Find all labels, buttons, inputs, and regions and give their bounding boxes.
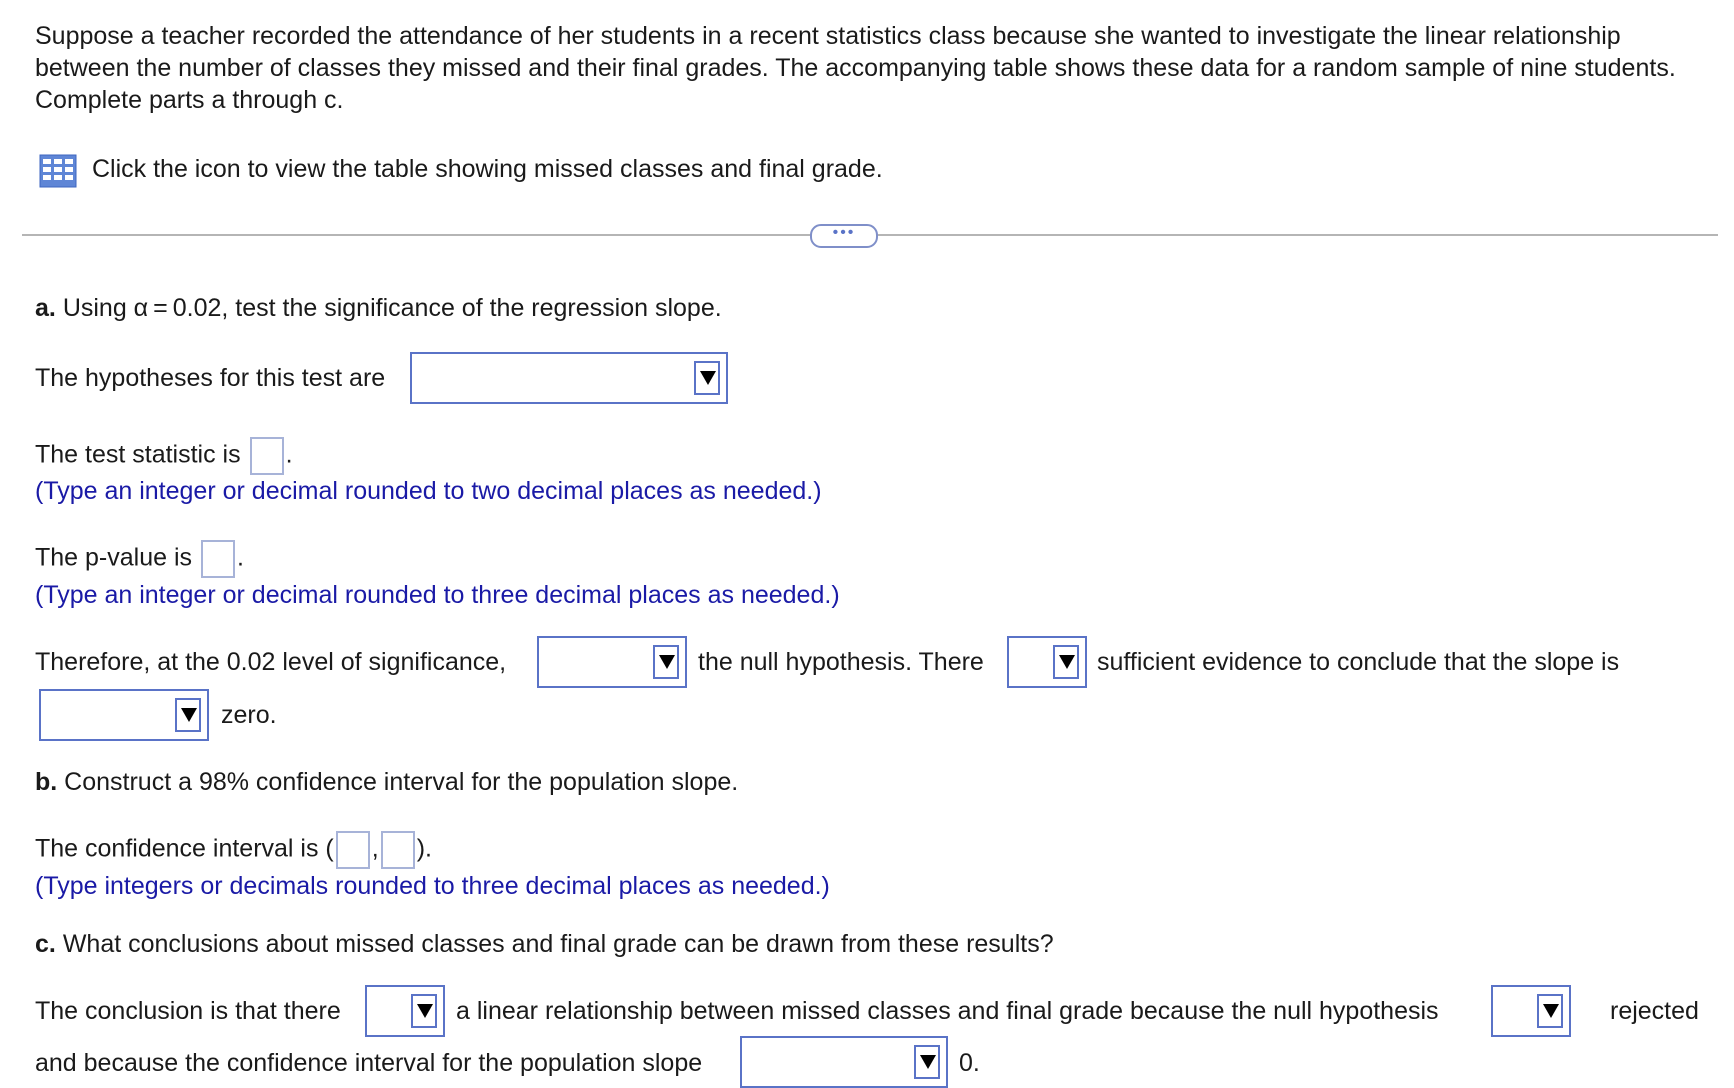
pvalue-row xyxy=(35,540,244,578)
zero-text: zero. xyxy=(221,701,277,729)
rejected-text: rejected xyxy=(1610,997,1699,1025)
null-rejected-dropdown[interactable] xyxy=(1491,985,1571,1037)
test-stat-row xyxy=(35,437,293,475)
ci-comma: , xyxy=(371,834,379,863)
chevron-down-icon xyxy=(1053,645,1079,679)
part-c-label: c. xyxy=(35,930,56,958)
chevron-down-icon xyxy=(653,645,679,679)
chevron-down-icon xyxy=(175,698,201,732)
reject-decision-dropdown[interactable] xyxy=(537,636,687,688)
ci-close: ). xyxy=(416,834,432,863)
ci-conclusion-text: and because the confidence interval for the population slope xyxy=(35,1049,703,1077)
linear-relationship-text: a linear relationship between missed classes and final grade because the null hypothesis xyxy=(456,997,1439,1025)
chevron-down-icon xyxy=(411,994,437,1028)
pvalue-hint: (Type an integer or decimal rounded to three decimal places as needed.) xyxy=(35,581,840,609)
table-grid-icon[interactable] xyxy=(39,154,77,188)
part-a-label: a. xyxy=(35,294,56,322)
pvalue-input[interactable] xyxy=(201,540,235,578)
test-stat-input[interactable] xyxy=(250,437,284,475)
evidence-dropdown[interactable] xyxy=(1007,636,1087,688)
null-hypothesis-text: the null hypothesis. There xyxy=(698,648,984,676)
period: . xyxy=(236,543,244,572)
hypotheses-dropdown[interactable] xyxy=(410,352,728,404)
slope-comparison-dropdown[interactable] xyxy=(39,689,209,741)
ci-contains-dropdown[interactable] xyxy=(740,1036,948,1088)
sufficient-evidence-text: sufficient evidence to conclude that the slope is xyxy=(1097,648,1620,676)
ci-hint: (Type integers or decimals rounded to three decimal places as needed.) xyxy=(35,872,830,900)
ci-lower-input[interactable] xyxy=(336,831,370,869)
ci-upper-input[interactable] xyxy=(381,831,415,869)
table-link-text[interactable]: Click the icon to view the table showing missed classes and final grade. xyxy=(92,155,883,183)
ci-row xyxy=(35,831,432,869)
part-b-title: Construct a 98% confidence interval for the population slope. xyxy=(64,768,739,796)
chevron-down-icon xyxy=(914,1045,940,1079)
problem-intro: Suppose a teacher recorded the attendance of her students in a recent statistics class because she wanted to investigate the linear relationship between the number of classes they missed and their final grades. The accompanying table shows these data for a random sample of nine students. Complete parts a through c. xyxy=(35,22,1676,114)
part-b-label: b. xyxy=(35,768,58,796)
test-stat-hint: (Type an integer or decimal rounded to two decimal places as needed.) xyxy=(35,477,822,505)
part-a-title: Using α = 0.02, test the significance of the regression slope. xyxy=(62,294,722,322)
hypotheses-label: The hypotheses for this test are xyxy=(35,364,386,392)
chevron-down-icon xyxy=(1537,994,1563,1028)
pvalue-label: The p-value is xyxy=(35,543,193,572)
ci-label: The confidence interval is ( xyxy=(35,834,334,863)
part-c-title: What conclusions about missed classes and final grade can be drawn from these results? xyxy=(62,930,1054,958)
zero-end-text: 0. xyxy=(959,1049,980,1077)
expand-button[interactable]: ••• xyxy=(810,224,878,248)
period: . xyxy=(285,440,293,469)
conclusion-label: The conclusion is that there xyxy=(35,997,341,1025)
part-a-heading xyxy=(35,293,722,323)
test-stat-label: The test statistic is xyxy=(35,440,241,469)
chevron-down-icon xyxy=(694,361,720,395)
part-b-heading xyxy=(35,767,738,797)
relationship-dropdown[interactable] xyxy=(365,985,445,1037)
part-c-heading xyxy=(35,929,1054,959)
therefore-label: Therefore, at the 0.02 level of significance, xyxy=(35,648,507,676)
